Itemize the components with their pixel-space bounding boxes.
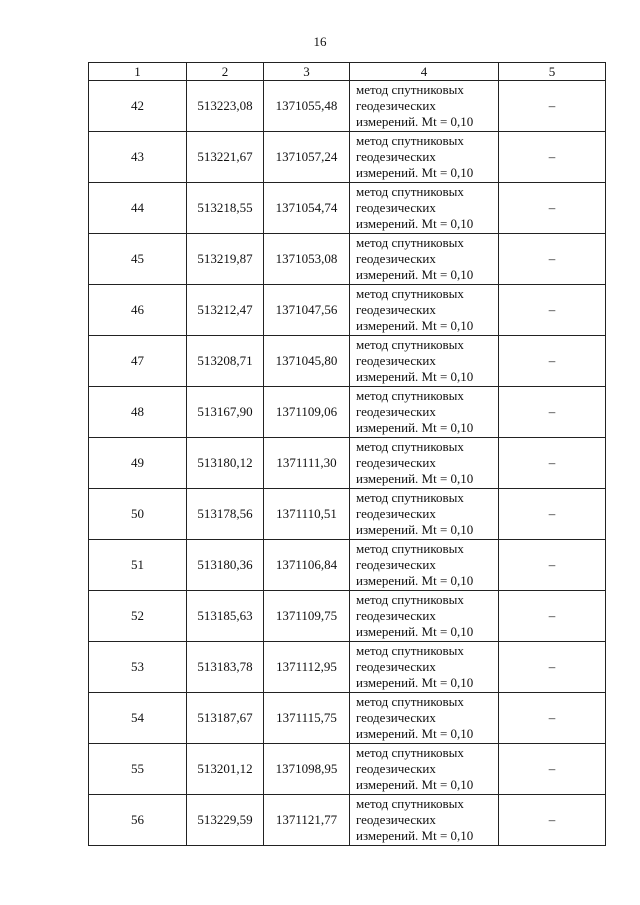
- y-coordinate-cell: 1371106,84: [264, 540, 350, 591]
- x-coordinate-cell: 513229,59: [187, 795, 264, 846]
- x-coordinate-cell: 513219,87: [187, 234, 264, 285]
- y-coordinate-cell: 1371047,56: [264, 285, 350, 336]
- note-cell: –: [499, 591, 606, 642]
- point-number-cell: 49: [89, 438, 187, 489]
- x-coordinate-cell: 513180,12: [187, 438, 264, 489]
- note-cell: –: [499, 183, 606, 234]
- method-cell: метод спутниковых геодезических измерений. Mt = 0,10: [350, 642, 499, 693]
- point-number-cell: 42: [89, 81, 187, 132]
- point-number-cell: 44: [89, 183, 187, 234]
- y-coordinate-cell: 1371098,95: [264, 744, 350, 795]
- y-coordinate-cell: 1371109,75: [264, 591, 350, 642]
- table-row: [89, 336, 606, 387]
- table-row: [89, 387, 606, 438]
- x-coordinate-cell: 513221,67: [187, 132, 264, 183]
- method-cell: метод спутниковых геодезических измерений. Mt = 0,10: [350, 234, 499, 285]
- x-coordinate-cell: 513212,47: [187, 285, 264, 336]
- point-number-cell: 53: [89, 642, 187, 693]
- point-number-cell: 56: [89, 795, 187, 846]
- column-header-1: 1: [89, 63, 187, 81]
- y-coordinate-cell: 1371110,51: [264, 489, 350, 540]
- note-cell: –: [499, 795, 606, 846]
- method-cell: метод спутниковых геодезических измерений. Mt = 0,10: [350, 540, 499, 591]
- column-header-5: 5: [499, 63, 606, 81]
- x-coordinate-cell: 513183,78: [187, 642, 264, 693]
- point-number-cell: 55: [89, 744, 187, 795]
- table-row: [89, 132, 606, 183]
- y-coordinate-cell: 1371045,80: [264, 336, 350, 387]
- table-body: [89, 81, 606, 846]
- note-cell: –: [499, 336, 606, 387]
- note-cell: –: [499, 234, 606, 285]
- method-cell: метод спутниковых геодезических измерений. Mt = 0,10: [350, 132, 499, 183]
- y-coordinate-cell: 1371055,48: [264, 81, 350, 132]
- x-coordinate-cell: 513208,71: [187, 336, 264, 387]
- table-row: [89, 285, 606, 336]
- table-row: [89, 744, 606, 795]
- table-row: [89, 234, 606, 285]
- point-number-cell: 45: [89, 234, 187, 285]
- note-cell: –: [499, 438, 606, 489]
- x-coordinate-cell: 513187,67: [187, 693, 264, 744]
- page-number: 16: [313, 34, 327, 49]
- y-coordinate-cell: 1371111,30: [264, 438, 350, 489]
- y-coordinate-cell: 1371053,08: [264, 234, 350, 285]
- method-cell: метод спутниковых геодезических измерений. Mt = 0,10: [350, 744, 499, 795]
- y-coordinate-cell: 1371054,74: [264, 183, 350, 234]
- point-number-cell: 50: [89, 489, 187, 540]
- point-number-cell: 46: [89, 285, 187, 336]
- note-cell: –: [499, 132, 606, 183]
- point-number-cell: 52: [89, 591, 187, 642]
- method-cell: метод спутниковых геодезических измерений. Mt = 0,10: [350, 387, 499, 438]
- table-row: [89, 795, 606, 846]
- method-cell: метод спутниковых геодезических измерений. Mt = 0,10: [350, 438, 499, 489]
- column-header-3: 3: [264, 63, 350, 81]
- x-coordinate-cell: 513185,63: [187, 591, 264, 642]
- note-cell: –: [499, 285, 606, 336]
- note-cell: –: [499, 693, 606, 744]
- method-cell: метод спутниковых геодезических измерений. Mt = 0,10: [350, 183, 499, 234]
- method-cell: метод спутниковых геодезических измерений. Mt = 0,10: [350, 591, 499, 642]
- note-cell: –: [499, 81, 606, 132]
- x-coordinate-cell: 513223,08: [187, 81, 264, 132]
- note-cell: –: [499, 387, 606, 438]
- note-cell: –: [499, 744, 606, 795]
- y-coordinate-cell: 1371112,95: [264, 642, 350, 693]
- table-row: [89, 81, 606, 132]
- x-coordinate-cell: 513178,56: [187, 489, 264, 540]
- point-number-cell: 51: [89, 540, 187, 591]
- note-cell: –: [499, 540, 606, 591]
- y-coordinate-cell: 1371057,24: [264, 132, 350, 183]
- y-coordinate-cell: 1371115,75: [264, 693, 350, 744]
- table-row: [89, 591, 606, 642]
- point-number-cell: 43: [89, 132, 187, 183]
- table-row: [89, 438, 606, 489]
- x-coordinate-cell: 513180,36: [187, 540, 264, 591]
- column-header-2: 2: [187, 63, 264, 81]
- point-number-cell: 54: [89, 693, 187, 744]
- table-row: [89, 642, 606, 693]
- note-cell: –: [499, 489, 606, 540]
- x-coordinate-cell: 513218,55: [187, 183, 264, 234]
- method-cell: метод спутниковых геодезических измерений. Mt = 0,10: [350, 795, 499, 846]
- table-row: [89, 489, 606, 540]
- note-cell: –: [499, 642, 606, 693]
- method-cell: метод спутниковых геодезических измерений. Mt = 0,10: [350, 81, 499, 132]
- y-coordinate-cell: 1371121,77: [264, 795, 350, 846]
- column-header-4: 4: [350, 63, 499, 81]
- table-header-row: [89, 63, 606, 81]
- method-cell: метод спутниковых геодезических измерений. Mt = 0,10: [350, 693, 499, 744]
- table-row: [89, 693, 606, 744]
- method-cell: метод спутниковых геодезических измерений. Mt = 0,10: [350, 336, 499, 387]
- method-cell: метод спутниковых геодезических измерений. Mt = 0,10: [350, 489, 499, 540]
- x-coordinate-cell: 513167,90: [187, 387, 264, 438]
- coordinates-table: [88, 62, 606, 846]
- y-coordinate-cell: 1371109,06: [264, 387, 350, 438]
- point-number-cell: 47: [89, 336, 187, 387]
- x-coordinate-cell: 513201,12: [187, 744, 264, 795]
- method-cell: метод спутниковых геодезических измерений. Mt = 0,10: [350, 285, 499, 336]
- table-row: [89, 183, 606, 234]
- point-number-cell: 48: [89, 387, 187, 438]
- table-row: [89, 540, 606, 591]
